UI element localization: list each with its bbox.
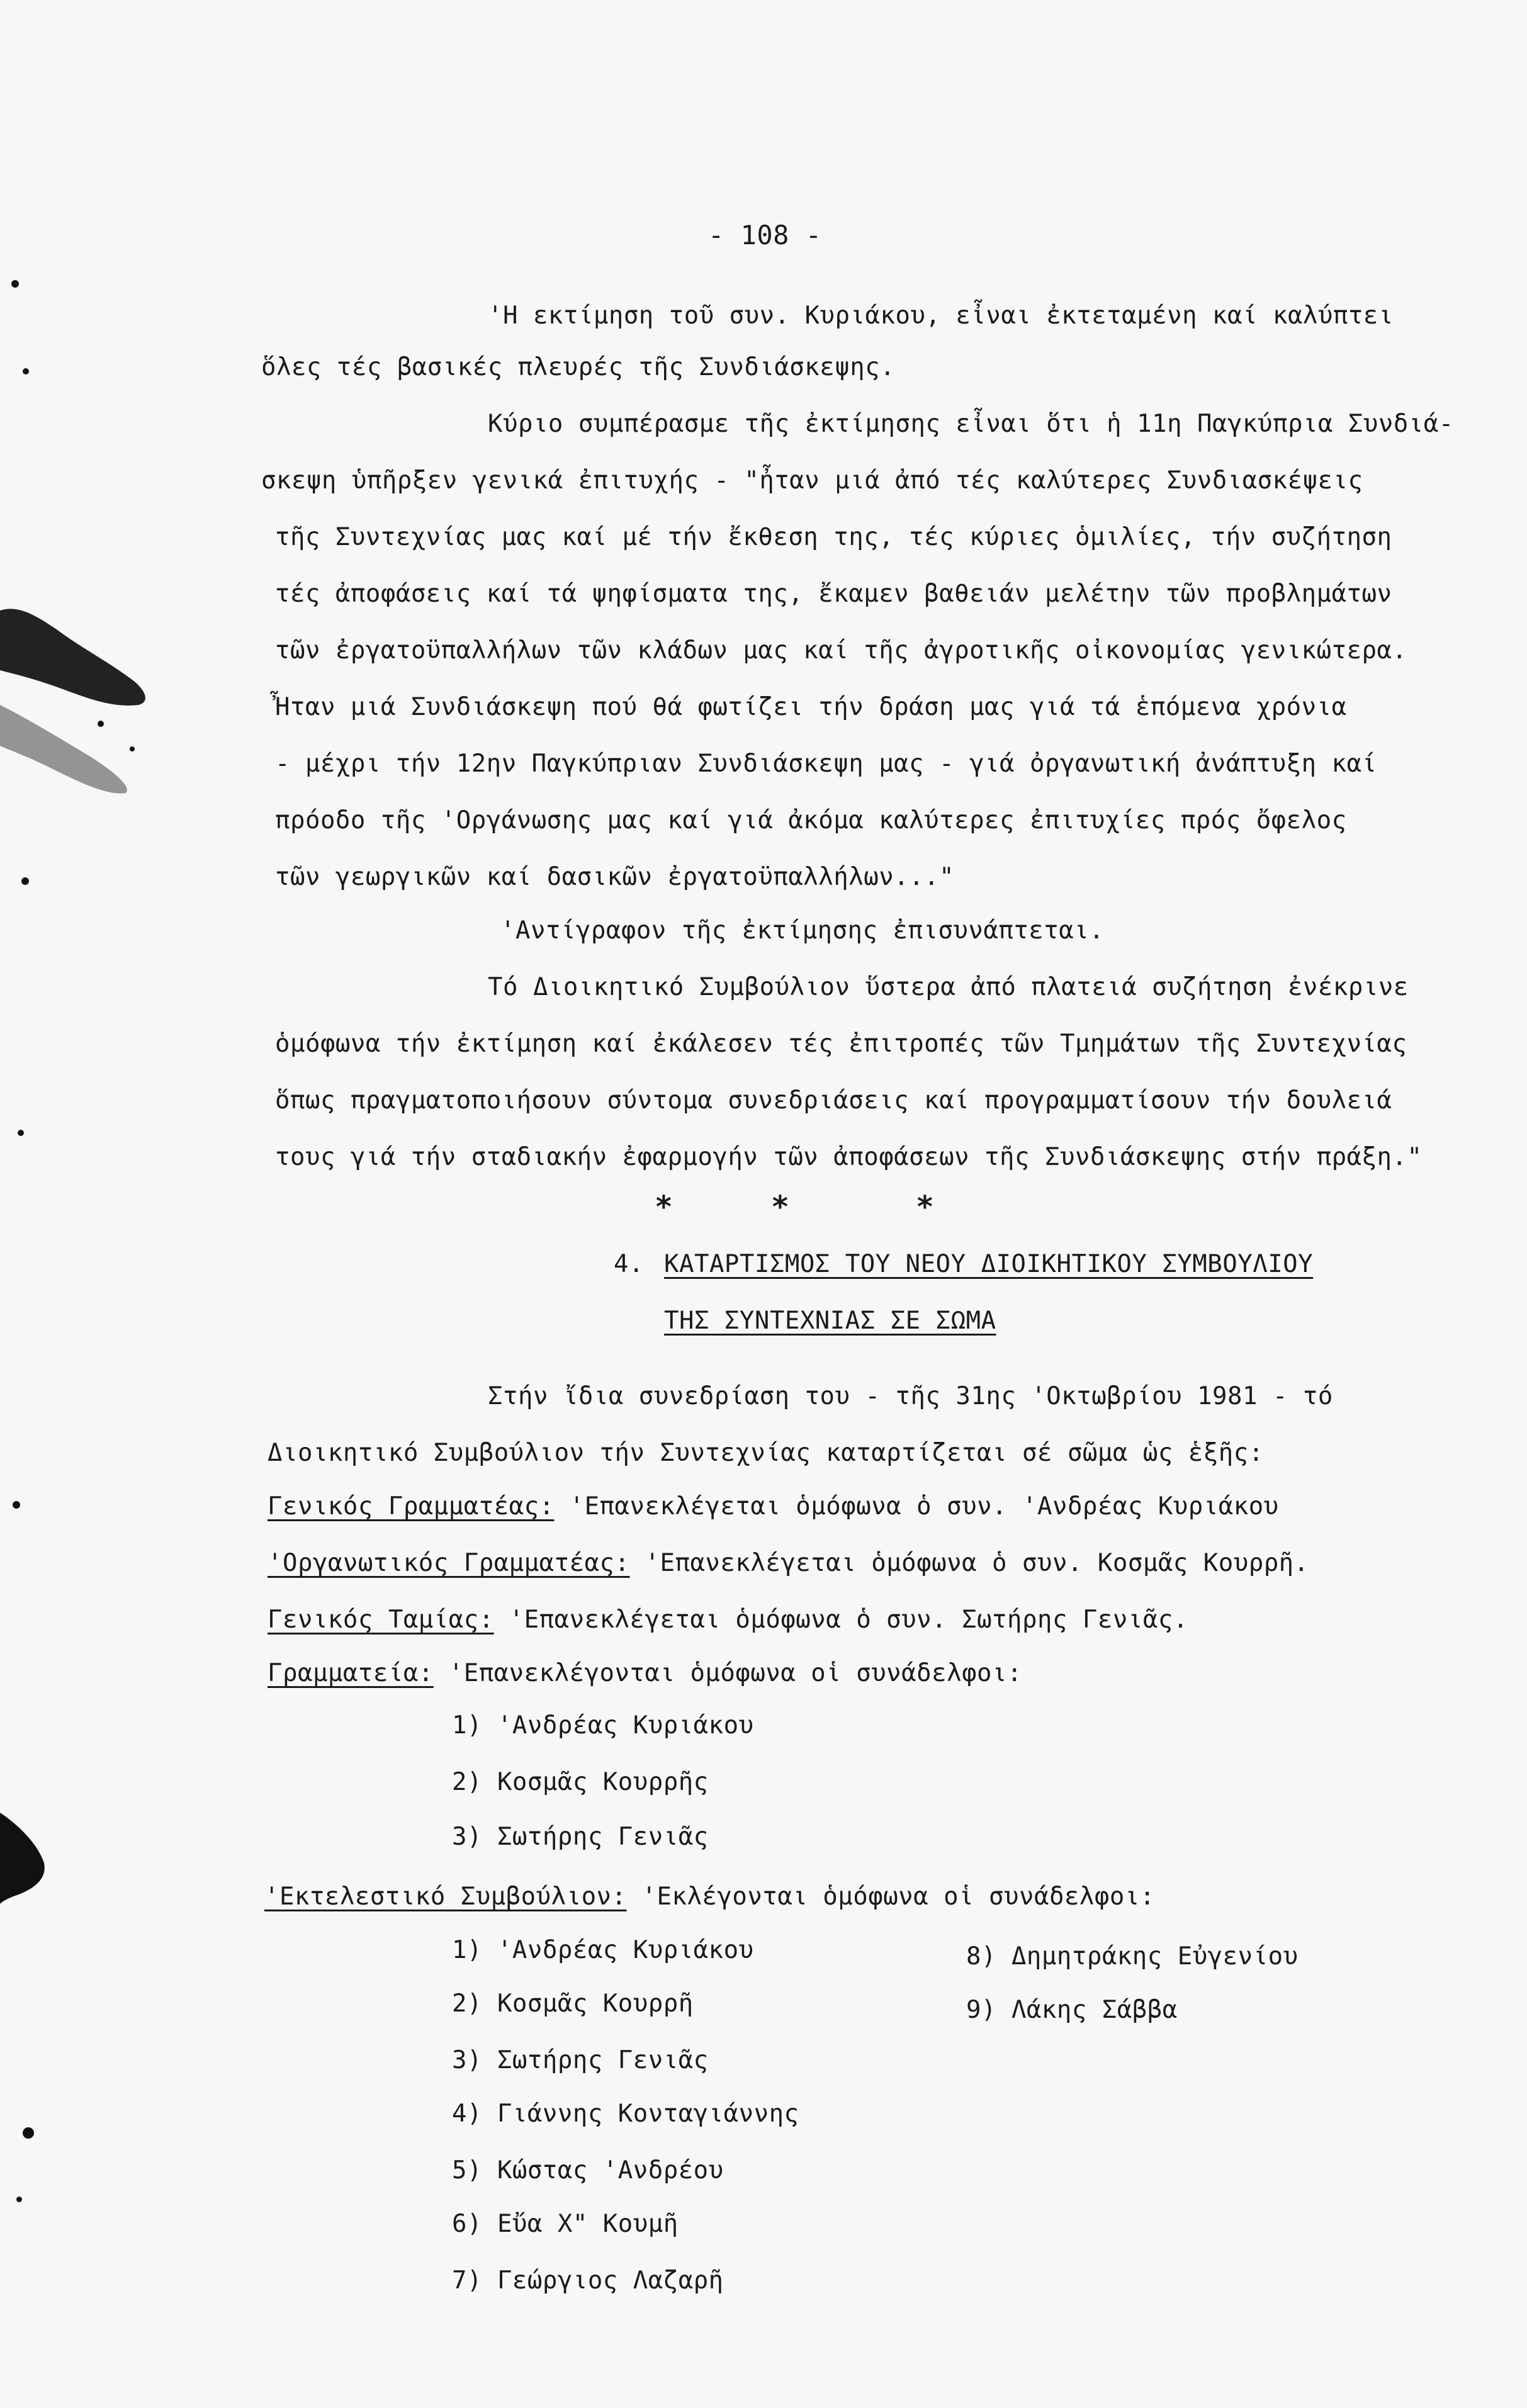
role-text: 'Επανεκλέγονται ὁμόφωνα οἱ συνάδελφοι: — [433, 1659, 1023, 1687]
secretariat-member: 3) Σωτήρης Γενιᾶς — [452, 1823, 709, 1851]
copy-note: 'Αντίγραφον τῆς ἐκτίμησης ἐπισυνάπτεται. — [500, 916, 1105, 945]
paragraph2-line-4: τους γιά τήν σταδιακήν ἐφαρμογήν τῶν ἀποφάσεων τῆς Συνδιάσκεψης στήν πράξη." — [275, 1143, 1423, 1171]
role-text: 'Επανεκλέγεται ὁμόφωνα ὁ συν. Σωτήρης Γενιᾶς. — [493, 1606, 1188, 1634]
paragraph1-line-4: τές ἀποφάσεις καί τά ψηφίσματα της, ἔκαμεν βαθειάν μελέτην τῶν προβλημάτων — [275, 580, 1392, 608]
paragraph1-line-6: Ἦταν μιά Συνδιάσκεψη πού θά φωτίζει τήν δράση μας γιά τά ἑπόμενα χρόνια — [275, 693, 1347, 721]
role-secretariat — [268, 1658, 1022, 1689]
intro-line-1: 'Η εκτίμηση τοῦ συν. Κυριάκου, εἶναι ἐκτεταμένη καί καλύπτει — [488, 301, 1394, 330]
paragraph3-line-2: Διοικητικό Συμβούλιον τήν Συντεχνίας καταρτίζεται σέ σῶμα ὡς ἑξῆς: — [268, 1439, 1264, 1467]
executive-member: 4) Γιάννης Κονταγιάννης — [452, 2100, 799, 2128]
executive-label: 'Εκτελεστικό Συμβούλιον: — [264, 1882, 627, 1911]
executive-member: 3) Σωτήρης Γενιᾶς — [452, 2046, 709, 2074]
role-text: 'Επανεκλέγεται ὁμόφωνα ὁ συν. Κοσμᾶς Κουρρῆ. — [629, 1549, 1309, 1577]
paragraph1-line-5: τῶν ἐργατοϋπαλλήλων τῶν κλάδων μας καί τῆς ἀγροτικῆς οἰκονομίας γενικώτερα. — [275, 636, 1407, 665]
scan-smudge-top — [0, 516, 201, 919]
paragraph1-line-1: Κύριο συμπέρασμε τῆς ἐκτίμησης εἶναι ὅτι ἡ 11η Παγκύπρια Συνδιά- — [488, 410, 1454, 438]
executive-member: 9) Λάκης Σάββα — [966, 1996, 1178, 2024]
role-label: 'Οργανωτικός Γραμματέας: — [268, 1549, 630, 1577]
paragraph2-line-1: Τό Διοικητικό Συμβούλιον ὕστερα ἀπό πλατειά συζήτηση ἐνέκρινε — [488, 973, 1409, 1001]
section-title-line-2: ΤΗΣ ΣΥΝΤΕΧΝΙΑΣ ΣΕ ΣΩΜΑ — [664, 1307, 996, 1335]
margin-dot — [16, 2197, 22, 2202]
paragraph2-line-3: ὅπως πραγματοποιήσουν σύντομα συνεδριάσεις καί προγραμματίσουν τήν δουλειά — [275, 1086, 1392, 1115]
paragraph1-line-3: τῆς Συντεχνίας μας καί μέ τήν ἔκθεση της, τές κύριες ὁμιλίες, τήν συζήτηση — [275, 523, 1392, 551]
margin-dot — [18, 1130, 24, 1136]
role-label: Γραμματεία: — [268, 1659, 434, 1687]
paragraph3-line-1: Στήν ἴδια συνεδρίαση του - τῆς 31ης 'Οκτωβρίου 1981 - τό — [488, 1382, 1333, 1410]
separator-star: * — [771, 1190, 789, 1225]
executive-council — [264, 1882, 1155, 1912]
separator-star: * — [916, 1190, 934, 1225]
secretariat-member: 1) 'Ανδρέας Κυριάκου — [452, 1711, 754, 1740]
secretariat-member: 2) Κοσμᾶς Κουρρῆς — [452, 1768, 709, 1796]
margin-dot — [13, 1501, 20, 1509]
role-label: Γενικός Ταμίας: — [268, 1606, 494, 1634]
section-number: 4. — [614, 1250, 644, 1278]
intro-line-2: ὅλες τές βασικές πλευρές τῆς Συνδιάσκεψης. — [261, 353, 896, 381]
paragraph1-line-2: σκεψη ὑπῆρξεν γενικά ἐπιτυχής - "ἦταν μιά ἀπό τές καλύτερες Συνδιασκέψεις — [261, 466, 1363, 495]
margin-dot — [23, 368, 29, 374]
executive-member: 1) 'Ανδρέας Κυριάκου — [452, 1936, 754, 1964]
executive-text: 'Εκλέγονται ὁμόφωνα οἱ συνάδελφοι: — [626, 1882, 1155, 1911]
role-label: Γενικός Γραμματέας: — [268, 1492, 555, 1521]
executive-member: 7) Γεώργιος Λαζαρῆ — [452, 2266, 724, 2295]
executive-member: 5) Κώστας 'Ανδρέου — [452, 2156, 724, 2185]
executive-member: 6) Εὔα Χ" Κουμῆ — [452, 2210, 679, 2238]
role-text: 'Επανεκλέγεται ὁμόφωνα ὁ συν. 'Ανδρέας Κυριάκου — [554, 1492, 1279, 1521]
executive-member: 8) Δημητράκης Εὐγενίου — [966, 1942, 1299, 1971]
separator-star: * — [655, 1190, 673, 1225]
paragraph1-line-9: τῶν γεωργικῶν καί δασικῶν ἐργατοϋπαλλήλων..." — [275, 863, 955, 891]
paragraph1-line-8: πρόοδο τῆς 'Οργάνωσης μας καί γιά ἀκόμα καλύτερες ἐπιτυχίες πρός ὄφελος — [275, 806, 1347, 835]
scan-smudge-bottom — [0, 1800, 76, 1964]
page-number: - 108 - — [708, 220, 822, 250]
role-general-secretary — [268, 1492, 1279, 1522]
margin-dot — [23, 2127, 34, 2139]
paragraph1-line-7: - μέχρι τήν 12ην Παγκύπριαν Συνδιάσκεψη μας - γιά ὀργανωτική ἀνάπτυξη καί — [275, 750, 1377, 778]
margin-dot — [11, 280, 19, 288]
role-treasurer — [268, 1605, 1188, 1635]
paragraph2-line-2: ὁμόφωνα τήν ἐκτίμηση καί ἐκάλεσεν τές ἐπιτροπές τῶν Τμημάτων τῆς Συντεχνίας — [275, 1030, 1407, 1058]
section-title-line-1: ΚΑΤΑΡΤΙΣΜΟΣ ΤΟΥ ΝΕΟΥ ΔΙΟΙΚΗΤΙΚΟΥ ΣΥΜΒΟΥΛΙΟΥ — [664, 1250, 1314, 1278]
role-organizational-secretary — [268, 1548, 1309, 1578]
executive-member: 2) Κοσμᾶς Κουρρῆ — [452, 1989, 694, 2018]
